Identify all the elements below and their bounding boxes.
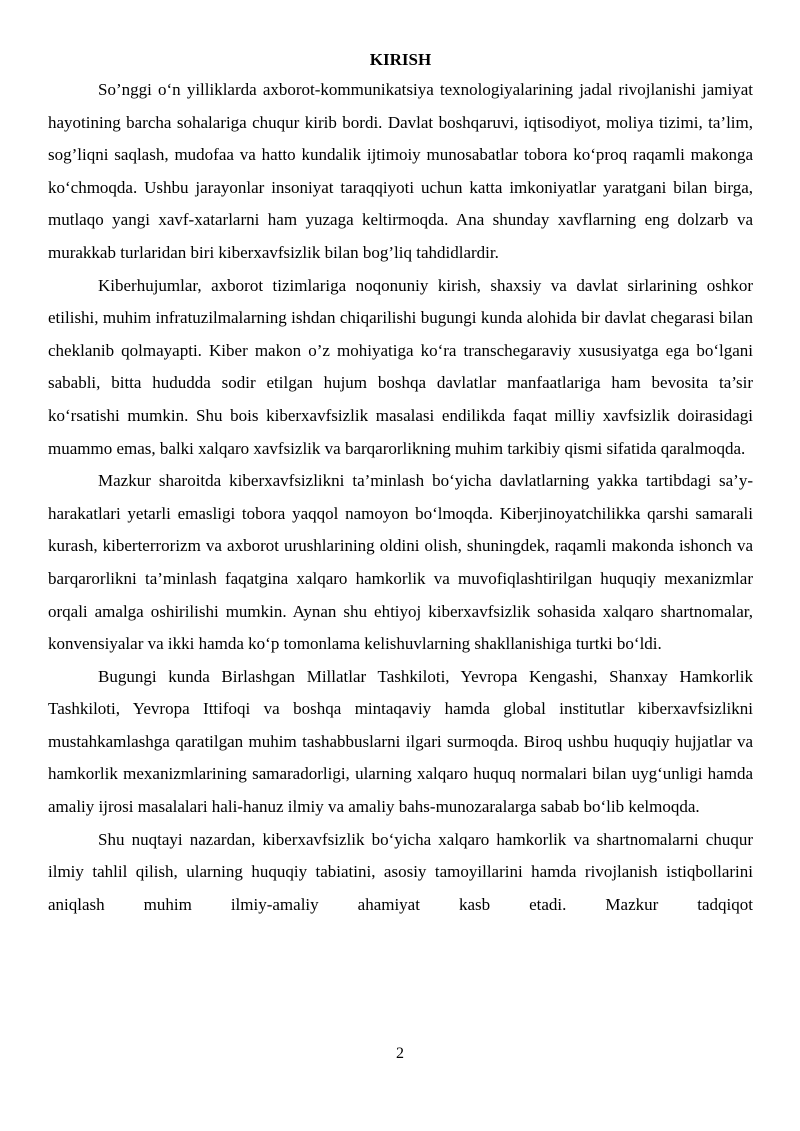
document-page: [48, 46, 753, 921]
page-number: 2: [396, 1045, 404, 1062]
section-title: KIRISH: [369, 50, 432, 69]
paragraph-4: Bugungi kunda Birlashgan Millatlar Tashkiloti, Yevropa Kengashi, Shanxay Hamkorlik Tashkiloti, Yevropa Ittifoqi va boshqa mintaqaviy hamda global institutlar kiberxavfsizlikni mustahkamlashga qaratilgan muhim tashabbuslarni ilgari surmoqda. Biroq ushbu huquqiy hujjatlar va hamkorlik mexanizmlarining samaradorligi, ularning xalqaro huquq normalari bilan uyg‘unligi hamda amaliy ijrosi masalalari hali-hanuz ilmiy va amaliy bahs-munozaralarga sabab bo‘lib kelmoqda.: [48, 666, 753, 817]
paragraph-2: Kiberhujumlar, axborot tizimlariga noqonuniy kirish, shaxsiy va davlat sirlarining oshkor etilishi, muhim infratuzilmalarning ishdan chiqarilishi bugungi kunda alohida bir davlat chegarasi bilan cheklanib qolmayapti. Kiber makon o’z mohiyatiga ko‘ra transchegaraviy xususiyatga ega bo‘lgani sababli, bitta hududda sodir etilgan hujum boshqa davlatlar manfaatlariga ham bevosita ta’sir ko‘rsatishi mumkin. Shu bois kiberxavfsizlik masalasi endilikda faqat milliy xavfsizlik doirasidagi muammo emas, balki xalqaro xavfsizlik va barqarorlikning muhim tarkibiy qismi sifatida qaralmoqda.: [48, 275, 753, 458]
paragraph-1: So’nggi o‘n yilliklarda axborot-kommunikatsiya texnologiyalarining jadal rivojlanishi jamiyat hayotining barcha sohalariga chuqur kirib bordi. Davlat boshqaruvi, iqtisodiyot, moliya tizimi, ta’lim, sog’liqni saqlash, mudofaa va hatto kundalik ijtimoiy munosabatlar tobora ko‘proq raqamli makonga ko‘chmoqda. Ushbu jarayonlar insoniyat taraqqiyoti uchun katta imkoniyatlar yaratgani bilan birga, mutlaqo yangi xavf-xatarlarni ham yuzaga keltirmoqda. Ana shunday xavflarning eng dolzarb va murakkab turlaridan biri kiberxavfsizlik bilan bog’liq tahdidlardir.: [48, 80, 753, 262]
paragraph-3: Mazkur sharoitda kiberxavfsizlikni ta’minlash bo‘yicha davlatlarning yakka tartibdagi sa’y-harakatlari yetarli emasligi tobora yaqqol namoyon bo‘lmoqda. Kiberjinoyatchilikka qarshi samarali kurash, kiberterrorizm va axborot urushlarining oldini olish, shuningdek, raqamli makonda ishonch va barqarorlikni ta’minlash faqatgina xalqaro hamkorlik va muvofiqlashtirilgan huquqiy mexanizmlar orqali amalga oshirilishi mumkin. Aynan shu ehtiyoj kiberxavfsizlik sohasida xalqaro shartnomalar, konvensiyalar va ikki hamda ko‘p tomonlama kelishuvlarning shakllanishiga turtki bo‘ldi.: [48, 471, 753, 654]
paragraph-5: Shu nuqtayi nazardan, kiberxavfsizlik bo‘yicha xalqaro hamkorlik va shartnomalarni chuqur ilmiy tahlil qilish, ularning huquqiy tabiatini, asosiy tamoyillarini hamda rivojlanish istiqbollarini aniqlash muhim ilmiy-amaliy ahamiyat kasb etadi. Mazkur tadqiqot: [48, 829, 753, 914]
